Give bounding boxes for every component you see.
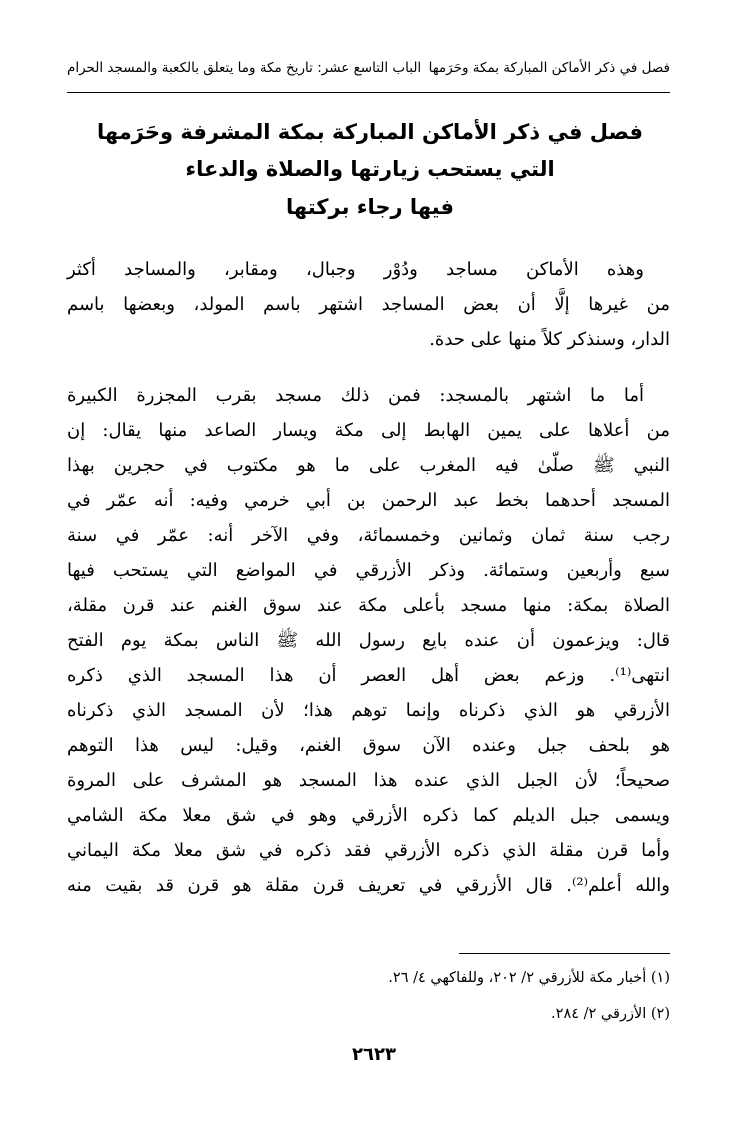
text-line: سبع وأربعين وستمائة. وذكر الأزرقي في المواضع التي يستحب فيها [67, 560, 670, 581]
text-line: النبي ﷺ صلّىٰ فيه المغرب على ما هو مكتوب في حجرين بهذا [67, 455, 670, 476]
text-line: الدار، وسنذكر كلاً منها على حدة. [429, 329, 670, 350]
text-line: من أعلاها على يمين الهابط إلى مكة ويسار الصاعد منها يقال: إن [67, 420, 670, 441]
header-section-title: فصل في ذكر الأماكن المباركة بمكة وحَرَمها [428, 60, 670, 76]
text-line: هو بلحف جبل وعنده الآن سوق الغنم، وقيل: ليس هذا التوهم [67, 735, 670, 756]
paragraph-2 [67, 378, 670, 903]
text-line: المسجد أحدهما بخط عبد الرحمن بن أبي خرمي وفيه: أنه عمّر في [67, 490, 670, 511]
text-line: ويسمى جبل الديلم كما ذكره الأزرقي وهو في شق معلا مكة الشامي [67, 805, 670, 826]
text-line: قال: ويزعمون أن عنده بايع رسول الله ﷺ الناس بمكة يوم الفتح [67, 630, 670, 651]
header-divider [67, 92, 670, 93]
text-line: من غيرها إلَّا أن بعض المساجد اشتهر باسم المولد، وبعضها باسم [67, 294, 670, 315]
body-text [67, 252, 670, 903]
text-line: رجب سنة ثمان وثمانين وخمسمائة، وفي الآخر أنه: عمّر في سنة [67, 525, 670, 546]
page-number: ٢٦٢٣ [352, 1044, 396, 1065]
text-line: وهذه الأماكن مساجد ودُوْر وجبال، ومقابر، والمساجد أكثر [67, 259, 644, 280]
text-line: صحيحاً؛ لأن الجبل الذي عنده هذا المسجد هو المشرف على المروة [67, 770, 670, 791]
text-line: أما ما اشتهر بالمسجد: فمن ذلك مسجد بقرب المجزرة الكبيرة [67, 385, 644, 406]
footnote-2: (٢) الأزرقي ٢/ ٢٨٤. [551, 1006, 670, 1022]
section-title-line-2: التي يستحب زيارتها والصلاة والدعاء [185, 157, 555, 181]
footnote-1: (١) أخبار مكة للأزرقي ٢/ ٢٠٢، وللفاكهي ٤/ ٢٦. [388, 970, 670, 986]
text-line: والله أعلم⁽²⁾. قال الأزرقي في تعريف قرن مقلة هو قرن قد بقيت منه [67, 875, 670, 896]
text-line: الأزرقي هو الذي ذكرناه وإنما توهم هذا؛ لأن المسجد الذي ذكرناه [67, 700, 670, 721]
section-title-line-1: فصل في ذكر الأماكن المباركة بمكة المشرفة وحَرَمها [97, 120, 643, 144]
section-title-line-3: فيها رجاء بركتها [285, 195, 455, 219]
text-line: وأما قرن مقلة الذي ذكره الأزرقي فقد ذكره في شق معلا مكة اليماني [67, 840, 670, 861]
text-line: انتهى⁽¹⁾. وزعم بعض أهل العصر أن هذا المسجد الذي ذكره [67, 665, 670, 686]
header-chapter-title: الباب التاسع عشر: تاريخ مكة وما يتعلق بالكعبة والمسجد الحرام [67, 60, 422, 76]
footnotes [67, 960, 670, 1032]
text-line: الصلاة بمكة: منها مسجد بأعلى مكة عند سوق الغنم عند قرن مقلة، [67, 595, 670, 616]
paragraph-1 [67, 252, 670, 357]
footnote-divider [459, 953, 670, 954]
